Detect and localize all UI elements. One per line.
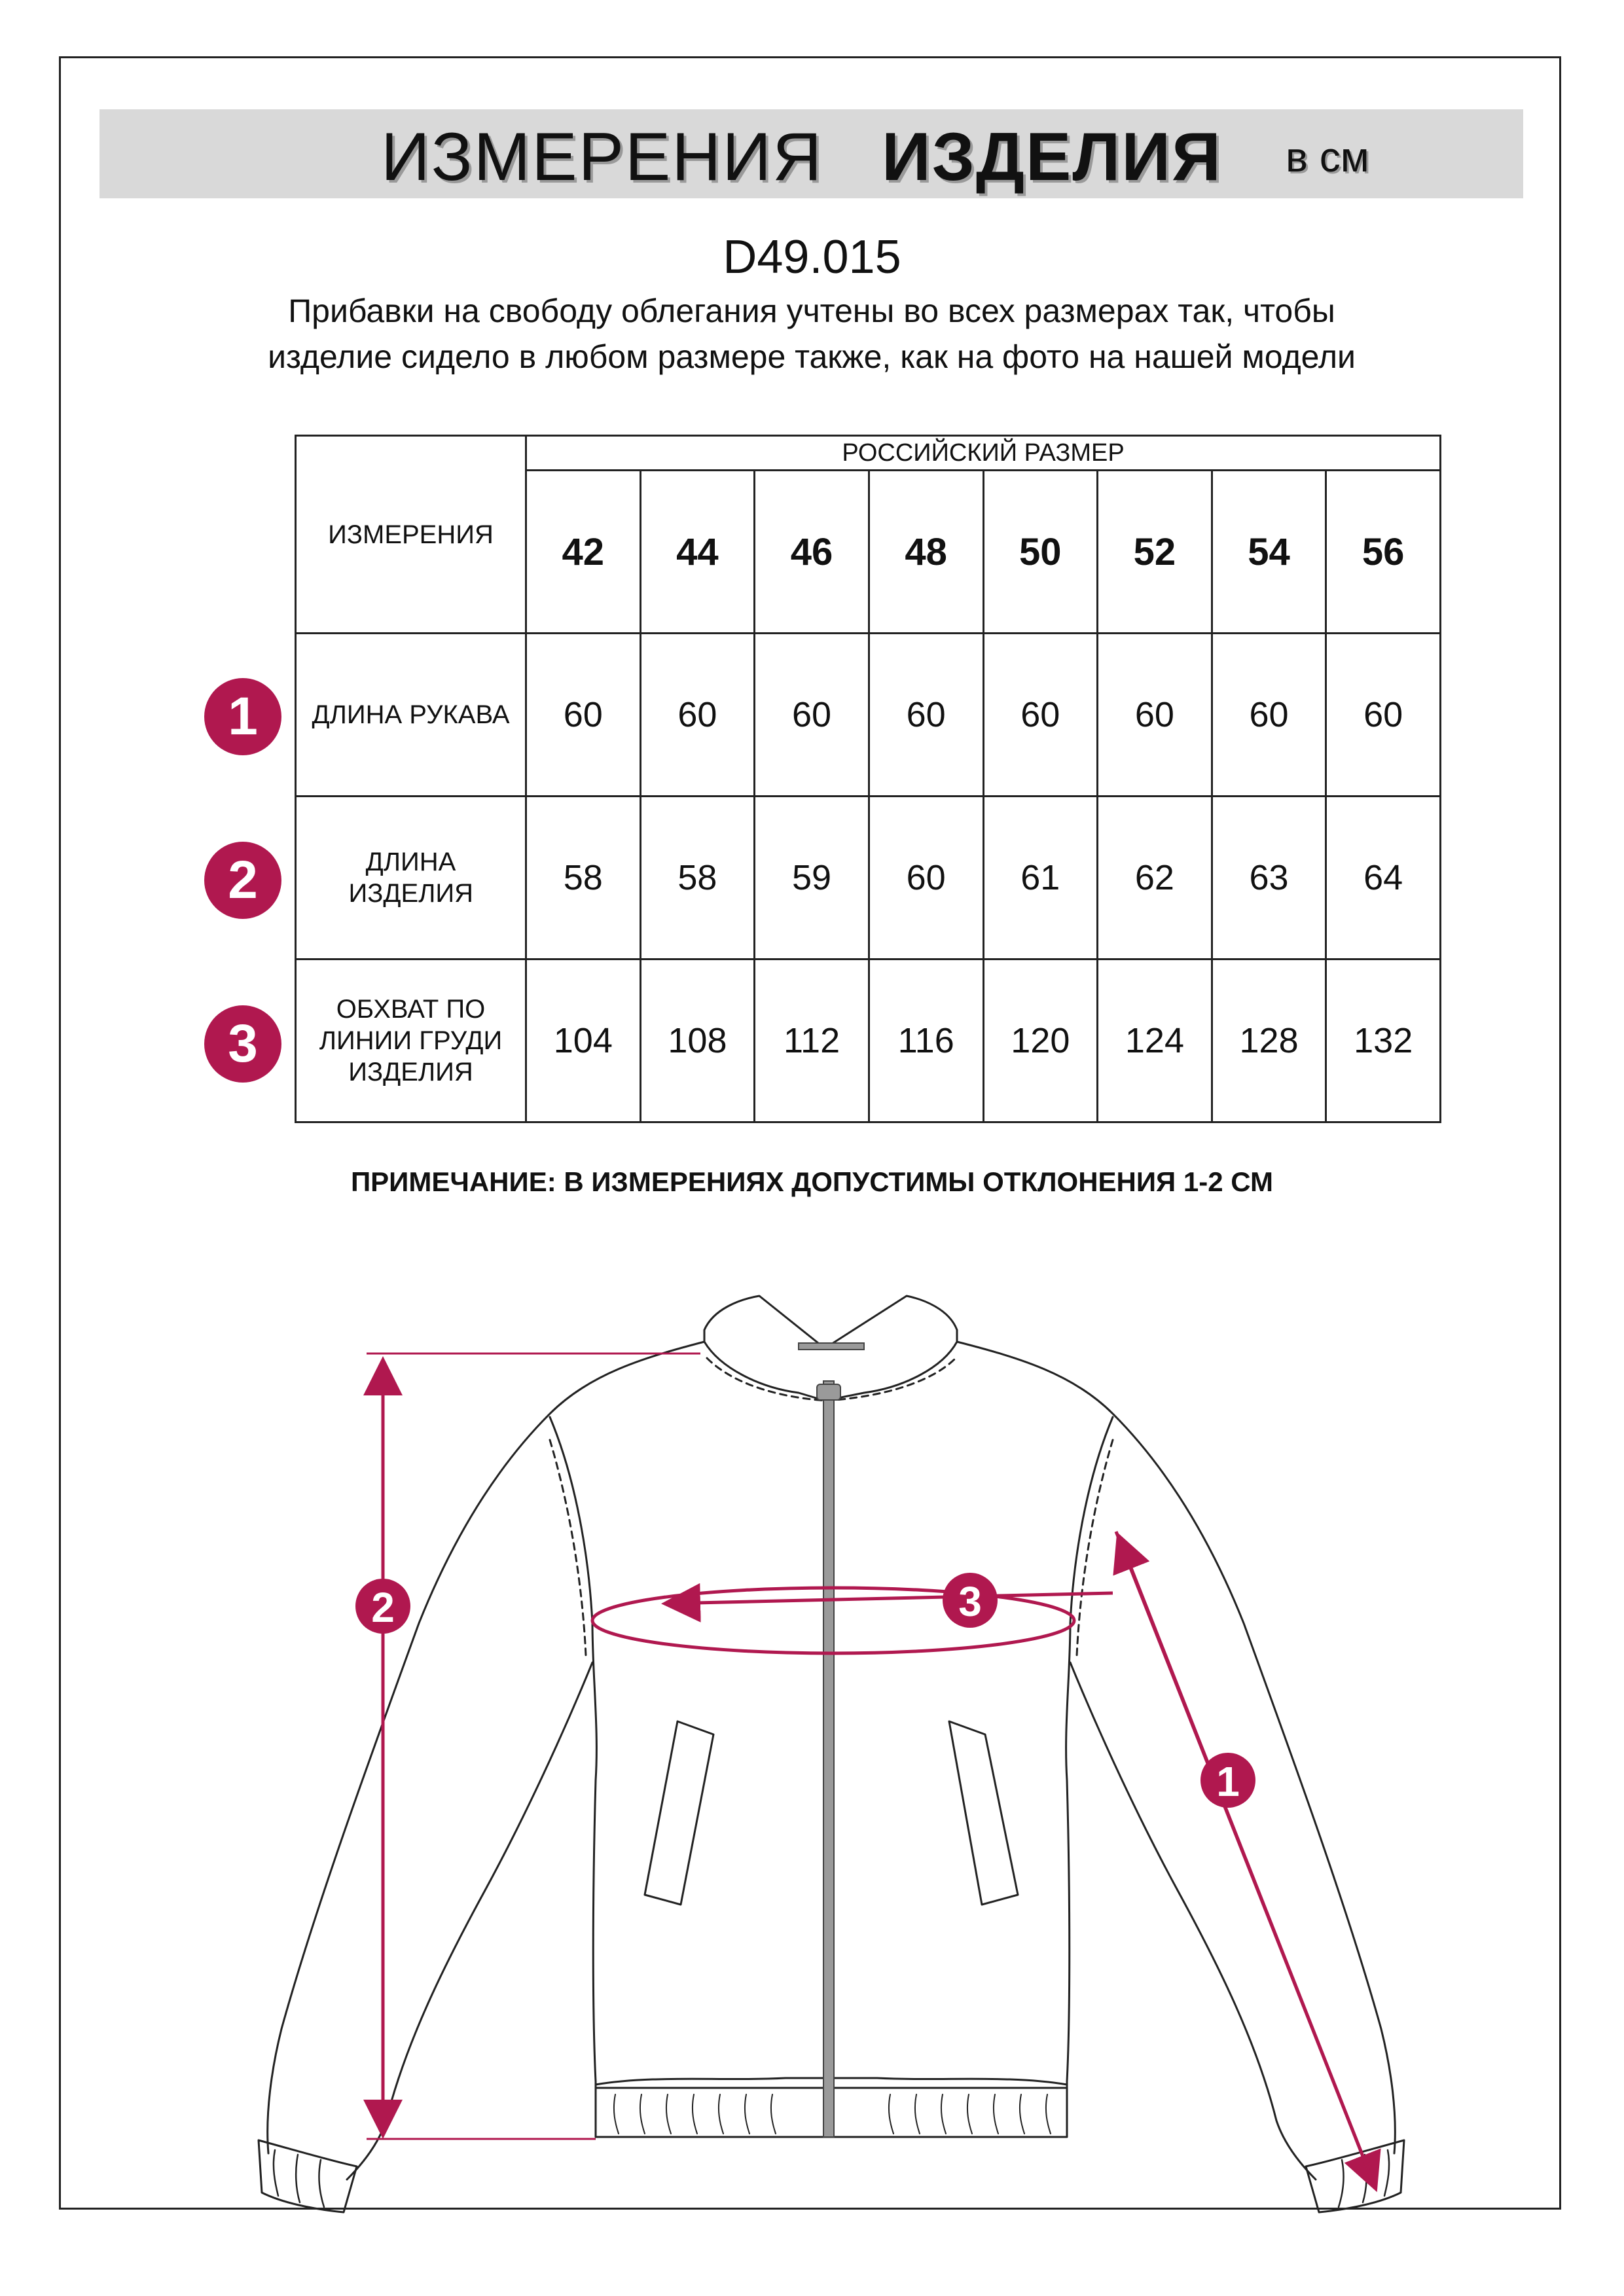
marker-2: 2 xyxy=(371,1584,395,1631)
table-cell: 60 xyxy=(526,634,641,797)
collar-snap xyxy=(799,1343,864,1350)
table-cell: 61 xyxy=(983,797,1098,960)
sleeve-arrow-up xyxy=(1119,1538,1375,2186)
table-cell: 120 xyxy=(983,960,1098,1122)
row-badge-3: 3 xyxy=(204,1005,281,1083)
fit-note: Прибавки на свободу облегания учтены во всех размерах так, чтобы изделие сидело в любом размере также, как на фото на нашей модели xyxy=(268,293,1356,375)
size-header: 56 xyxy=(1326,471,1441,634)
table-cell: 60 xyxy=(983,634,1098,797)
chest-arrow xyxy=(668,1593,1113,1604)
table-cell: 128 xyxy=(1212,960,1326,1122)
zipper-pull xyxy=(817,1384,840,1400)
table-cell: 132 xyxy=(1326,960,1441,1122)
table-cell: 62 xyxy=(1098,797,1212,960)
table-cell: 60 xyxy=(1212,634,1326,797)
table-cell: 59 xyxy=(755,797,869,960)
row-badge-1: 1 xyxy=(204,678,281,755)
size-header: 44 xyxy=(640,471,755,634)
table-cell: 60 xyxy=(1098,634,1212,797)
table-cell: 60 xyxy=(640,634,755,797)
size-header: 46 xyxy=(755,471,869,634)
size-header: 54 xyxy=(1212,471,1326,634)
title-part1: ИЗМЕРЕНИЯ xyxy=(381,119,823,195)
article-code: D49.015 xyxy=(723,231,901,283)
left-body-side xyxy=(550,1417,596,2134)
table-cell: 60 xyxy=(869,634,983,797)
table-cell: 124 xyxy=(1098,960,1212,1122)
title-unit: в см xyxy=(1286,134,1369,181)
left-pocket xyxy=(645,1721,713,1905)
right-cuff xyxy=(1306,2140,1404,2212)
table-cell: 112 xyxy=(755,960,869,1122)
size-caption: РОССИЙСКИЙ РАЗМЕР xyxy=(526,436,1441,471)
size-header: 50 xyxy=(983,471,1098,634)
row-label-text: ДЛИНА ИЗДЕЛИЯ xyxy=(348,848,474,908)
marker-1: 1 xyxy=(1216,1758,1240,1805)
left-sleeve-outer xyxy=(268,1342,704,2153)
table-cell: 104 xyxy=(526,960,641,1122)
right-pocket xyxy=(949,1721,1018,1905)
table-cell: 116 xyxy=(869,960,983,1122)
table-cell: 64 xyxy=(1326,797,1441,960)
table-cell: 60 xyxy=(755,634,869,797)
table-cell: 60 xyxy=(1326,634,1441,797)
table-cell: 58 xyxy=(526,797,641,960)
diagram-markers xyxy=(355,1573,1255,1808)
table-cell: 58 xyxy=(640,797,755,960)
right-sleeve-outer xyxy=(957,1342,1395,2153)
marker-3: 3 xyxy=(958,1578,982,1625)
row-label: ДЛИНА РУКАВА xyxy=(296,634,526,797)
table-cell: 108 xyxy=(640,960,755,1122)
size-header: 42 xyxy=(526,471,641,634)
size-header: 52 xyxy=(1098,471,1212,634)
row-label-text: ОБХВАТ ПО ЛИНИИ ГРУДИ ИЗДЕЛИЯ xyxy=(319,995,503,1086)
size-header: 48 xyxy=(869,471,983,634)
measure-header: ИЗМЕРЕНИЯ xyxy=(296,436,526,634)
right-body-side xyxy=(1066,1417,1113,2134)
table-cell: 63 xyxy=(1212,797,1326,960)
row-badge-2: 2 xyxy=(204,842,281,919)
tolerance-note: ПРИМЕЧАНИЕ: В ИЗМЕРЕНИЯХ ДОПУСТИМЫ ОТКЛОНЕНИЯ 1-2 СМ xyxy=(350,1166,1274,1197)
left-cuff xyxy=(259,2140,357,2212)
right-sleeve-inner xyxy=(1070,1662,1316,2179)
zipper xyxy=(823,1381,834,2137)
table-cell: 60 xyxy=(869,797,983,960)
title-part2: ИЗДЕЛИЯ xyxy=(882,119,1222,195)
